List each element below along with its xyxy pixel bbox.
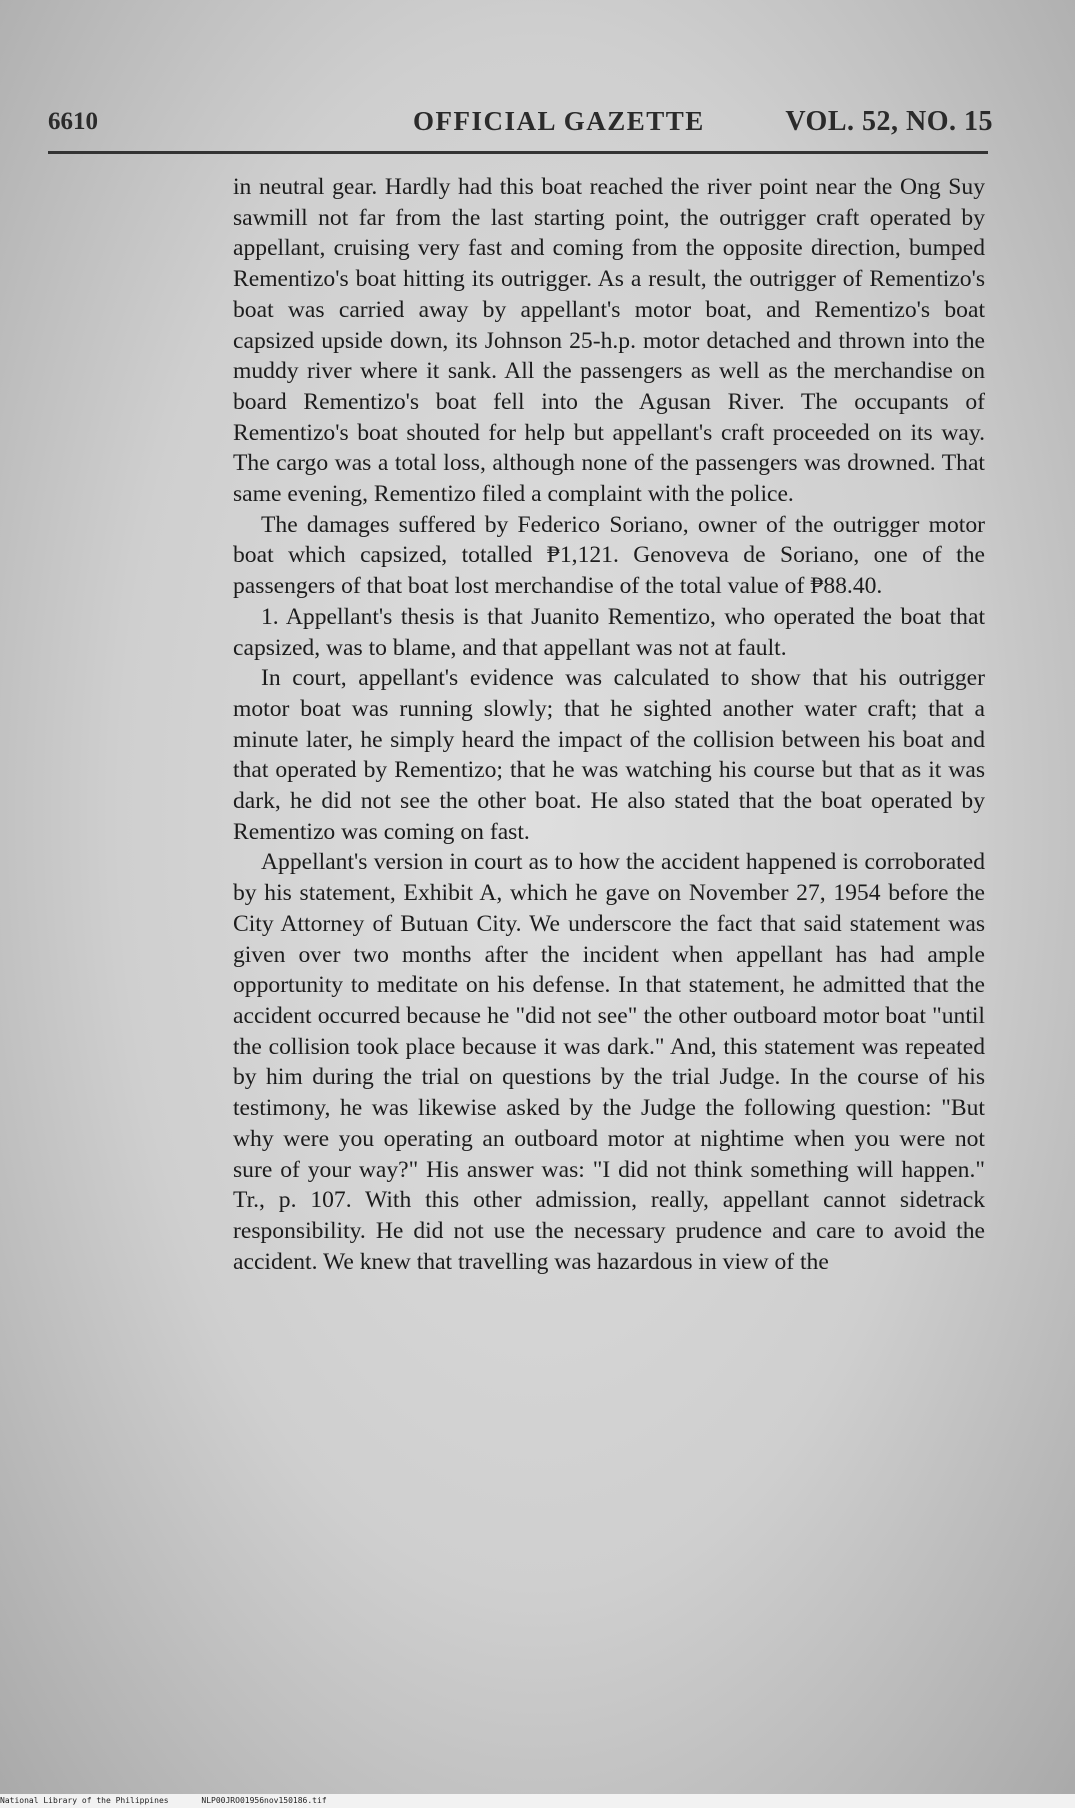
volume-number: VOL. 52, NO. 15 xyxy=(785,106,993,137)
page-header xyxy=(48,108,993,142)
paragraph-4: In court, appellant's evidence was calculated to show that his outrigger motor boat was running slowly; that he sighted another water craft; that a minute later, he simply heard the impact of the collision between his boat and that operated by Rementizo; that he was watching his course but that as it was dark, he did not see the other boat. He also stated that the boat operated by Rementizo was coming on fast. xyxy=(233,665,985,845)
paragraph-1: in neutral gear. Hardly had this boat reached the river point near the Ong Suy sawmill not far from the last starting point, the outrigger craft operated by appellant, cruising very fast and coming from the opposite direction, bumped Rementizo's boat hitting its outrigger. As a result, the outrigger of Rementizo's boat was carried away by appellant's motor boat, and Rementizo's boat capsized upside down, its Johnson 25-h.p. motor detached and thrown into the muddy river where it sank. All the passengers as well as the merchandise on board Rementizo's boat fell into the Agusan River. The occupants of Rementizo's boat shouted for help but appellant's craft proceeded on its way. The cargo was a total loss, although none of the passengers was drowned. That same evening, Rementizo filed a complaint with the police. xyxy=(233,174,985,508)
publication-title: OFFICIAL GAZETTE xyxy=(413,106,705,136)
header-rule xyxy=(48,151,988,154)
article-body xyxy=(233,172,985,1277)
scan-file-id: NLP00JRO01956nov150186.tif xyxy=(201,1796,327,1805)
page-number: 6610 xyxy=(48,108,98,135)
library-credit: National Library of the Philippines xyxy=(0,1796,169,1805)
scan-footer xyxy=(0,1794,1075,1808)
paragraph-5: Appellant's version in court as to how the accident happened is corroborated by his statement, Exhibit A, which he gave on November 27, 1954 before the City Attorney of Butuan City. We underscore the fact that said statement was given over two months after the incident when appellant has had ample opportunity to meditate on his defense. In that statement, he admitted that the accident occurred because he "did not see" the other outboard motor boat "until the collision took place because it was dark." And, this statement was repeated by him during the trial on questions by the trial Judge. In the course of his testimony, he was likewise asked by the Judge the following question: "But why were you operating an outboard motor at nightime when you were not sure of your way?" His answer was: "I did not think something will happen." Tr., p. 107. With this other admission, really, appellant cannot sidetrack responsibility. He did not use the necessary prudence and care to avoid the accident. We knew that travelling was hazardous in view of the xyxy=(233,849,985,1275)
paragraph-2: The damages suffered by Federico Soriano, owner of the outrigger motor boat which capsized, totalled ₱1,121. Genoveva de Soriano, one of the passengers of that boat lost merchandise of the total value of ₱88.40. xyxy=(233,511,985,600)
paragraph-3: 1. Appellant's thesis is that Juanito Rementizo, who operated the boat that capsized, was to blame, and that appellant was not at fault. xyxy=(233,603,985,661)
